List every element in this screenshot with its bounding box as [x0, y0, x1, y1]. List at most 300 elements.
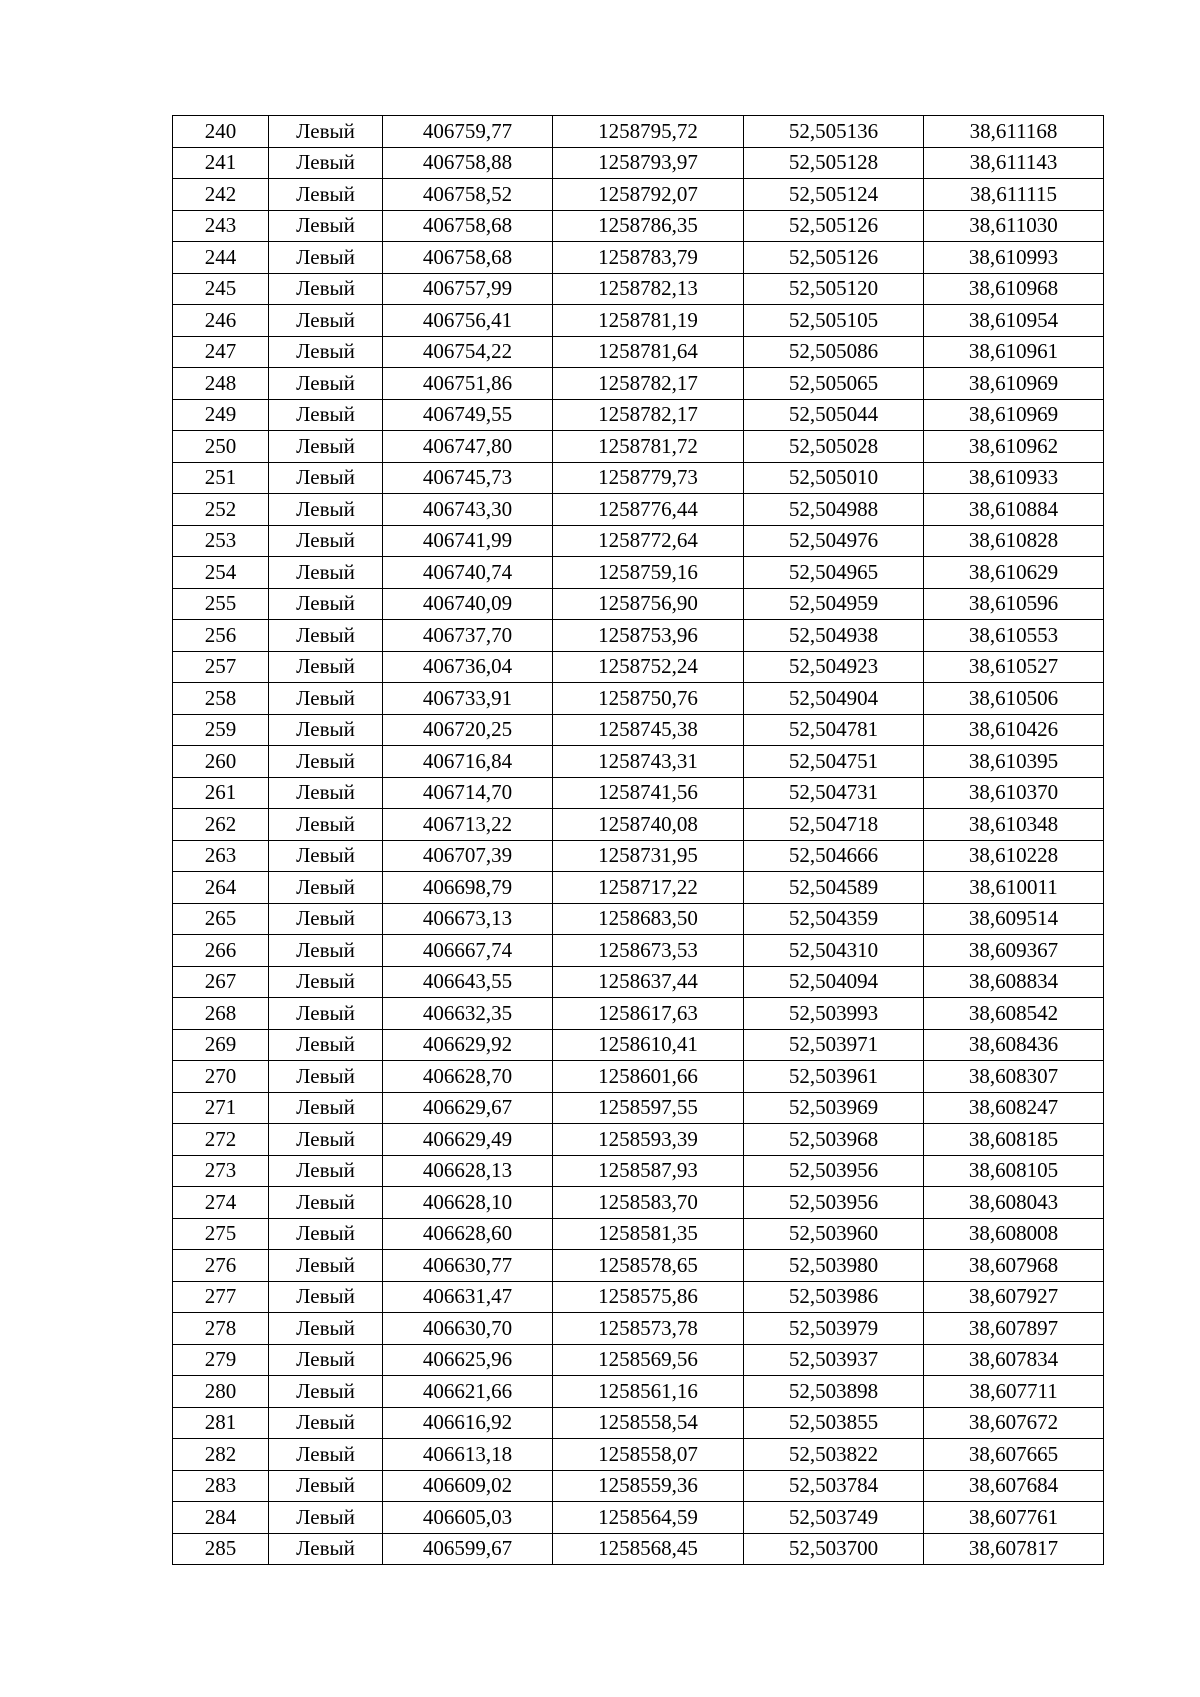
latitude-cell: 52,503968 [744, 1124, 924, 1156]
table-row [173, 1218, 1104, 1250]
coord-y-cell: 1258568,45 [553, 1533, 744, 1565]
side-cell: Левый [269, 399, 383, 431]
table-row [173, 242, 1104, 274]
table-row [173, 903, 1104, 935]
longitude-cell: 38,611115 [924, 179, 1104, 211]
point-number-cell: 256 [173, 620, 269, 652]
latitude-cell: 52,505124 [744, 179, 924, 211]
point-number-cell: 281 [173, 1407, 269, 1439]
side-cell: Левый [269, 966, 383, 998]
latitude-cell: 52,504965 [744, 557, 924, 589]
side-cell: Левый [269, 1470, 383, 1502]
coord-y-cell: 1258781,64 [553, 336, 744, 368]
table-row [173, 336, 1104, 368]
coord-y-cell: 1258558,07 [553, 1439, 744, 1471]
longitude-cell: 38,607927 [924, 1281, 1104, 1313]
coord-y-cell: 1258575,86 [553, 1281, 744, 1313]
latitude-cell: 52,504904 [744, 683, 924, 715]
longitude-cell: 38,610993 [924, 242, 1104, 274]
coord-y-cell: 1258793,97 [553, 147, 744, 179]
point-number-cell: 263 [173, 840, 269, 872]
side-cell: Левый [269, 935, 383, 967]
longitude-cell: 38,608008 [924, 1218, 1104, 1250]
coord-y-cell: 1258795,72 [553, 116, 744, 148]
coord-x-cell: 406736,04 [383, 651, 553, 683]
coord-y-cell: 1258683,50 [553, 903, 744, 935]
table-row [173, 557, 1104, 589]
point-number-cell: 261 [173, 777, 269, 809]
side-cell: Левый [269, 1407, 383, 1439]
coord-y-cell: 1258750,76 [553, 683, 744, 715]
latitude-cell: 52,503822 [744, 1439, 924, 1471]
coord-x-cell: 406629,92 [383, 1029, 553, 1061]
side-cell: Левый [269, 242, 383, 274]
longitude-cell: 38,610933 [924, 462, 1104, 494]
longitude-cell: 38,610962 [924, 431, 1104, 463]
coord-x-cell: 406643,55 [383, 966, 553, 998]
side-cell: Левый [269, 809, 383, 841]
coord-y-cell: 1258569,56 [553, 1344, 744, 1376]
latitude-cell: 52,503971 [744, 1029, 924, 1061]
coord-x-cell: 406613,18 [383, 1439, 553, 1471]
longitude-cell: 38,611168 [924, 116, 1104, 148]
table-row [173, 1439, 1104, 1471]
side-cell: Левый [269, 683, 383, 715]
coord-y-cell: 1258731,95 [553, 840, 744, 872]
latitude-cell: 52,505028 [744, 431, 924, 463]
longitude-cell: 38,610828 [924, 525, 1104, 557]
latitude-cell: 52,505065 [744, 368, 924, 400]
coord-x-cell: 406741,99 [383, 525, 553, 557]
side-cell: Левый [269, 872, 383, 904]
latitude-cell: 52,504589 [744, 872, 924, 904]
coord-x-cell: 406733,91 [383, 683, 553, 715]
side-cell: Левый [269, 116, 383, 148]
longitude-cell: 38,611030 [924, 210, 1104, 242]
latitude-cell: 52,503700 [744, 1533, 924, 1565]
coord-y-cell: 1258743,31 [553, 746, 744, 778]
longitude-cell: 38,607968 [924, 1250, 1104, 1282]
point-number-cell: 245 [173, 273, 269, 305]
side-cell: Левый [269, 525, 383, 557]
point-number-cell: 242 [173, 179, 269, 211]
point-number-cell: 251 [173, 462, 269, 494]
point-number-cell: 279 [173, 1344, 269, 1376]
coord-x-cell: 406667,74 [383, 935, 553, 967]
point-number-cell: 243 [173, 210, 269, 242]
table-row [173, 872, 1104, 904]
point-number-cell: 244 [173, 242, 269, 274]
table-row [173, 147, 1104, 179]
point-number-cell: 262 [173, 809, 269, 841]
side-cell: Левый [269, 620, 383, 652]
coord-y-cell: 1258772,64 [553, 525, 744, 557]
table-row [173, 368, 1104, 400]
latitude-cell: 52,504976 [744, 525, 924, 557]
coord-x-cell: 406758,68 [383, 242, 553, 274]
longitude-cell: 38,610969 [924, 399, 1104, 431]
side-cell: Левый [269, 368, 383, 400]
coord-x-cell: 406720,25 [383, 714, 553, 746]
latitude-cell: 52,503960 [744, 1218, 924, 1250]
point-number-cell: 254 [173, 557, 269, 589]
coord-y-cell: 1258782,13 [553, 273, 744, 305]
side-cell: Левый [269, 1092, 383, 1124]
coord-x-cell: 406609,02 [383, 1470, 553, 1502]
point-number-cell: 268 [173, 998, 269, 1030]
coord-x-cell: 406628,70 [383, 1061, 553, 1093]
coord-y-cell: 1258637,44 [553, 966, 744, 998]
side-cell: Левый [269, 1439, 383, 1471]
side-cell: Левый [269, 588, 383, 620]
coord-y-cell: 1258781,19 [553, 305, 744, 337]
table-row [173, 273, 1104, 305]
point-number-cell: 285 [173, 1533, 269, 1565]
table-row [173, 1124, 1104, 1156]
latitude-cell: 52,503986 [744, 1281, 924, 1313]
table-row [173, 1470, 1104, 1502]
coord-x-cell: 406758,88 [383, 147, 553, 179]
table-row [173, 1344, 1104, 1376]
longitude-cell: 38,610228 [924, 840, 1104, 872]
side-cell: Левый [269, 557, 383, 589]
point-number-cell: 266 [173, 935, 269, 967]
latitude-cell: 52,505128 [744, 147, 924, 179]
coord-x-cell: 406757,99 [383, 273, 553, 305]
point-number-cell: 265 [173, 903, 269, 935]
point-number-cell: 253 [173, 525, 269, 557]
coord-x-cell: 406740,74 [383, 557, 553, 589]
point-number-cell: 257 [173, 651, 269, 683]
side-cell: Левый [269, 305, 383, 337]
table-row [173, 1281, 1104, 1313]
latitude-cell: 52,503993 [744, 998, 924, 1030]
table-row [173, 1407, 1104, 1439]
coord-x-cell: 406758,52 [383, 179, 553, 211]
table-row [173, 620, 1104, 652]
latitude-cell: 52,503898 [744, 1376, 924, 1408]
latitude-cell: 52,505010 [744, 462, 924, 494]
coord-x-cell: 406629,67 [383, 1092, 553, 1124]
coord-y-cell: 1258561,16 [553, 1376, 744, 1408]
side-cell: Левый [269, 651, 383, 683]
table-row [173, 809, 1104, 841]
coord-y-cell: 1258759,16 [553, 557, 744, 589]
side-cell: Левый [269, 462, 383, 494]
point-number-cell: 247 [173, 336, 269, 368]
side-cell: Левый [269, 147, 383, 179]
point-number-cell: 282 [173, 1439, 269, 1471]
coord-y-cell: 1258783,79 [553, 242, 744, 274]
longitude-cell: 38,607761 [924, 1502, 1104, 1534]
table-row [173, 1061, 1104, 1093]
coord-x-cell: 406759,77 [383, 116, 553, 148]
side-cell: Левый [269, 210, 383, 242]
table-row [173, 494, 1104, 526]
side-cell: Левый [269, 1250, 383, 1282]
side-cell: Левый [269, 1187, 383, 1219]
table-row [173, 1187, 1104, 1219]
side-cell: Левый [269, 179, 383, 211]
table-row [173, 462, 1104, 494]
coord-y-cell: 1258745,38 [553, 714, 744, 746]
side-cell: Левый [269, 494, 383, 526]
coord-x-cell: 406713,22 [383, 809, 553, 841]
side-cell: Левый [269, 431, 383, 463]
table-row [173, 1533, 1104, 1565]
latitude-cell: 52,504938 [744, 620, 924, 652]
table-row [173, 935, 1104, 967]
longitude-cell: 38,610506 [924, 683, 1104, 715]
coord-y-cell: 1258741,56 [553, 777, 744, 809]
coord-x-cell: 406747,80 [383, 431, 553, 463]
longitude-cell: 38,608247 [924, 1092, 1104, 1124]
coord-y-cell: 1258782,17 [553, 368, 744, 400]
table-row [173, 1092, 1104, 1124]
coord-y-cell: 1258558,54 [553, 1407, 744, 1439]
point-number-cell: 246 [173, 305, 269, 337]
coord-x-cell: 406749,55 [383, 399, 553, 431]
longitude-cell: 38,607834 [924, 1344, 1104, 1376]
side-cell: Левый [269, 1313, 383, 1345]
longitude-cell: 38,610629 [924, 557, 1104, 589]
longitude-cell: 38,610961 [924, 336, 1104, 368]
longitude-cell: 38,607665 [924, 1439, 1104, 1471]
point-number-cell: 267 [173, 966, 269, 998]
coord-y-cell: 1258776,44 [553, 494, 744, 526]
coordinates-table [172, 115, 1104, 1565]
point-number-cell: 259 [173, 714, 269, 746]
latitude-cell: 52,503937 [744, 1344, 924, 1376]
coord-x-cell: 406698,79 [383, 872, 553, 904]
latitude-cell: 52,504718 [744, 809, 924, 841]
longitude-cell: 38,608542 [924, 998, 1104, 1030]
table-row [173, 1029, 1104, 1061]
side-cell: Левый [269, 1029, 383, 1061]
coord-y-cell: 1258781,72 [553, 431, 744, 463]
table-row [173, 966, 1104, 998]
table-row [173, 777, 1104, 809]
longitude-cell: 38,609514 [924, 903, 1104, 935]
side-cell: Левый [269, 777, 383, 809]
point-number-cell: 280 [173, 1376, 269, 1408]
side-cell: Левый [269, 336, 383, 368]
longitude-cell: 38,610596 [924, 588, 1104, 620]
table-row [173, 1502, 1104, 1534]
point-number-cell: 252 [173, 494, 269, 526]
coord-y-cell: 1258782,17 [553, 399, 744, 431]
latitude-cell: 52,505126 [744, 210, 924, 242]
latitude-cell: 52,504959 [744, 588, 924, 620]
latitude-cell: 52,505086 [744, 336, 924, 368]
table-row [173, 399, 1104, 431]
longitude-cell: 38,610348 [924, 809, 1104, 841]
side-cell: Левый [269, 1061, 383, 1093]
side-cell: Левый [269, 1124, 383, 1156]
coord-x-cell: 406621,66 [383, 1376, 553, 1408]
longitude-cell: 38,608307 [924, 1061, 1104, 1093]
latitude-cell: 52,504666 [744, 840, 924, 872]
coord-y-cell: 1258610,41 [553, 1029, 744, 1061]
coord-x-cell: 406631,47 [383, 1281, 553, 1313]
coord-y-cell: 1258581,35 [553, 1218, 744, 1250]
point-number-cell: 269 [173, 1029, 269, 1061]
longitude-cell: 38,610954 [924, 305, 1104, 337]
point-number-cell: 273 [173, 1155, 269, 1187]
side-cell: Левый [269, 714, 383, 746]
point-number-cell: 274 [173, 1187, 269, 1219]
side-cell: Левый [269, 840, 383, 872]
latitude-cell: 52,505126 [744, 242, 924, 274]
point-number-cell: 248 [173, 368, 269, 400]
point-number-cell: 250 [173, 431, 269, 463]
latitude-cell: 52,503855 [744, 1407, 924, 1439]
point-number-cell: 275 [173, 1218, 269, 1250]
longitude-cell: 38,610395 [924, 746, 1104, 778]
longitude-cell: 38,607897 [924, 1313, 1104, 1345]
table-row [173, 305, 1104, 337]
coord-x-cell: 406673,13 [383, 903, 553, 935]
side-cell: Левый [269, 998, 383, 1030]
coord-y-cell: 1258779,73 [553, 462, 744, 494]
longitude-cell: 38,607684 [924, 1470, 1104, 1502]
point-number-cell: 272 [173, 1124, 269, 1156]
latitude-cell: 52,504310 [744, 935, 924, 967]
longitude-cell: 38,610968 [924, 273, 1104, 305]
table-row [173, 210, 1104, 242]
coord-y-cell: 1258583,70 [553, 1187, 744, 1219]
point-number-cell: 271 [173, 1092, 269, 1124]
coord-x-cell: 406743,30 [383, 494, 553, 526]
coord-y-cell: 1258573,78 [553, 1313, 744, 1345]
longitude-cell: 38,609367 [924, 935, 1104, 967]
coord-x-cell: 406628,13 [383, 1155, 553, 1187]
latitude-cell: 52,505044 [744, 399, 924, 431]
longitude-cell: 38,607711 [924, 1376, 1104, 1408]
table-row [173, 588, 1104, 620]
point-number-cell: 260 [173, 746, 269, 778]
coord-y-cell: 1258756,90 [553, 588, 744, 620]
table-row [173, 840, 1104, 872]
coord-y-cell: 1258617,63 [553, 998, 744, 1030]
point-number-cell: 278 [173, 1313, 269, 1345]
coord-y-cell: 1258753,96 [553, 620, 744, 652]
table-row [173, 1155, 1104, 1187]
longitude-cell: 38,610884 [924, 494, 1104, 526]
coord-x-cell: 406628,10 [383, 1187, 553, 1219]
point-number-cell: 264 [173, 872, 269, 904]
latitude-cell: 52,505120 [744, 273, 924, 305]
coord-y-cell: 1258564,59 [553, 1502, 744, 1534]
coord-y-cell: 1258740,08 [553, 809, 744, 841]
latitude-cell: 52,503980 [744, 1250, 924, 1282]
coord-x-cell: 406707,39 [383, 840, 553, 872]
side-cell: Левый [269, 1344, 383, 1376]
latitude-cell: 52,503956 [744, 1155, 924, 1187]
coord-y-cell: 1258597,55 [553, 1092, 744, 1124]
side-cell: Левый [269, 746, 383, 778]
coord-x-cell: 406625,96 [383, 1344, 553, 1376]
coord-x-cell: 406737,70 [383, 620, 553, 652]
coord-x-cell: 406629,49 [383, 1124, 553, 1156]
table-row [173, 1376, 1104, 1408]
table-row [173, 998, 1104, 1030]
coord-y-cell: 1258717,22 [553, 872, 744, 904]
latitude-cell: 52,505136 [744, 116, 924, 148]
point-number-cell: 258 [173, 683, 269, 715]
longitude-cell: 38,610553 [924, 620, 1104, 652]
table-row [173, 431, 1104, 463]
longitude-cell: 38,607817 [924, 1533, 1104, 1565]
point-number-cell: 284 [173, 1502, 269, 1534]
side-cell: Левый [269, 1155, 383, 1187]
coord-x-cell: 406758,68 [383, 210, 553, 242]
coord-x-cell: 406630,70 [383, 1313, 553, 1345]
latitude-cell: 52,504359 [744, 903, 924, 935]
coord-x-cell: 406714,70 [383, 777, 553, 809]
point-number-cell: 270 [173, 1061, 269, 1093]
coord-y-cell: 1258752,24 [553, 651, 744, 683]
table-body [173, 116, 1104, 1565]
coord-y-cell: 1258601,66 [553, 1061, 744, 1093]
latitude-cell: 52,503784 [744, 1470, 924, 1502]
longitude-cell: 38,608185 [924, 1124, 1104, 1156]
coord-y-cell: 1258786,35 [553, 210, 744, 242]
table-row [173, 651, 1104, 683]
longitude-cell: 38,610527 [924, 651, 1104, 683]
coord-x-cell: 406754,22 [383, 336, 553, 368]
coord-x-cell: 406616,92 [383, 1407, 553, 1439]
table-row [173, 1313, 1104, 1345]
coord-x-cell: 406605,03 [383, 1502, 553, 1534]
point-number-cell: 283 [173, 1470, 269, 1502]
latitude-cell: 52,504094 [744, 966, 924, 998]
side-cell: Левый [269, 1218, 383, 1250]
latitude-cell: 52,503749 [744, 1502, 924, 1534]
latitude-cell: 52,504781 [744, 714, 924, 746]
side-cell: Левый [269, 273, 383, 305]
side-cell: Левый [269, 1376, 383, 1408]
coord-x-cell: 406745,73 [383, 462, 553, 494]
table-row [173, 116, 1104, 148]
side-cell: Левый [269, 1281, 383, 1313]
side-cell: Левый [269, 1533, 383, 1565]
longitude-cell: 38,611143 [924, 147, 1104, 179]
longitude-cell: 38,608834 [924, 966, 1104, 998]
table-row [173, 1250, 1104, 1282]
coord-y-cell: 1258578,65 [553, 1250, 744, 1282]
side-cell: Левый [269, 1502, 383, 1534]
longitude-cell: 38,608105 [924, 1155, 1104, 1187]
latitude-cell: 52,503969 [744, 1092, 924, 1124]
latitude-cell: 52,503961 [744, 1061, 924, 1093]
point-number-cell: 249 [173, 399, 269, 431]
latitude-cell: 52,504731 [744, 777, 924, 809]
table-row [173, 683, 1104, 715]
coord-x-cell: 406716,84 [383, 746, 553, 778]
latitude-cell: 52,503979 [744, 1313, 924, 1345]
latitude-cell: 52,504751 [744, 746, 924, 778]
latitude-cell: 52,504923 [744, 651, 924, 683]
table-row [173, 179, 1104, 211]
coord-x-cell: 406599,67 [383, 1533, 553, 1565]
latitude-cell: 52,504988 [744, 494, 924, 526]
coord-x-cell: 406756,41 [383, 305, 553, 337]
point-number-cell: 241 [173, 147, 269, 179]
coord-y-cell: 1258792,07 [553, 179, 744, 211]
longitude-cell: 38,608043 [924, 1187, 1104, 1219]
table-row [173, 746, 1104, 778]
